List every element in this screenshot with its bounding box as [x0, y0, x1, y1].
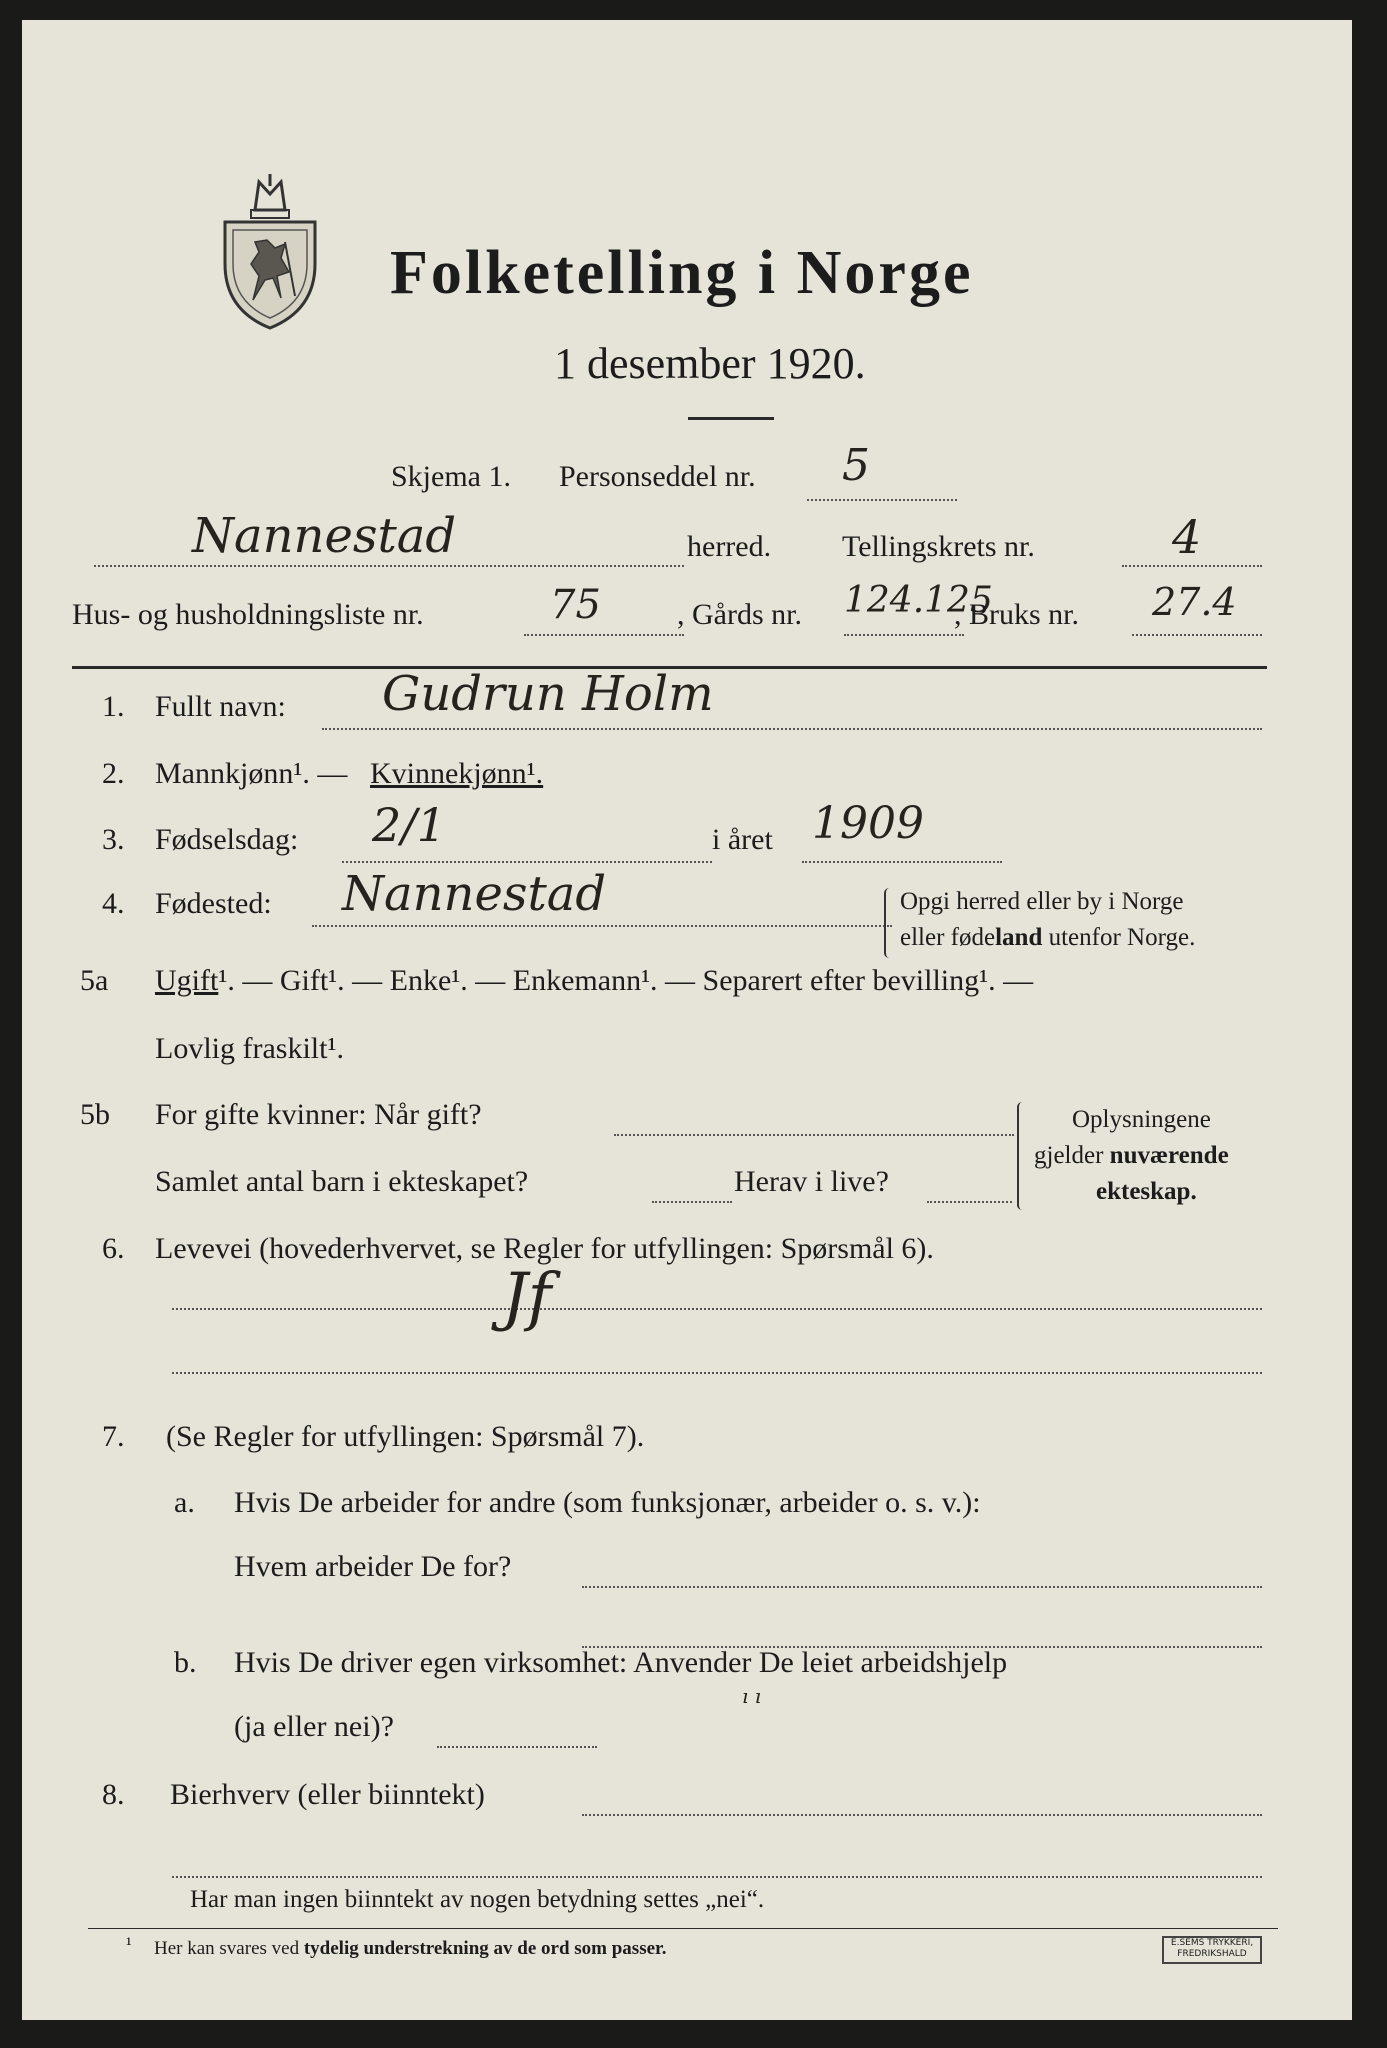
q3-year-label: i året: [712, 823, 773, 856]
q5a-number: 5a: [80, 964, 109, 997]
q4-value[interactable]: Nannestad: [342, 866, 607, 922]
tellingskrets-value[interactable]: 4: [1172, 510, 1202, 564]
q7b-letter: b.: [174, 1646, 197, 1679]
q6-number: 6.: [102, 1232, 125, 1265]
bruks-value[interactable]: 27.4: [1152, 580, 1237, 624]
q2-label-female[interactable]: Kvinnekjønn¹.: [370, 757, 544, 790]
q3-value[interactable]: 2/1: [372, 798, 447, 852]
q6-value[interactable]: Jf: [502, 1260, 552, 1334]
q5b-line2a-dots: [652, 1201, 732, 1203]
q6-label: Levevei (hovederhvervet, se Regler for utfyllingen: Spørsmål 6).: [155, 1232, 934, 1265]
q7b-line1: Hvis De driver egen virksomhet: Anvender De leiet arbeidshjelp: [234, 1646, 1008, 1679]
tellingskrets-label: Tellingskrets nr.: [842, 530, 1035, 563]
q5b-number: 5b: [80, 1098, 110, 1131]
q8-label: Bierhverv (eller biinntekt): [170, 1778, 485, 1811]
bruks-line: [1132, 634, 1262, 636]
q7b-line2: (ja eller nei)?: [234, 1710, 394, 1743]
title-divider: [688, 417, 774, 420]
footnote-text: Her kan svares ved tydelig understrekning av de ord som passer.: [154, 1938, 667, 1959]
herred-value[interactable]: Nannestad: [192, 508, 457, 564]
q6-line1: [172, 1308, 1262, 1310]
form-title: Folketelling i Norge: [390, 239, 974, 307]
q8-number: 8.: [102, 1778, 125, 1811]
q7a-line1: Hvis De arbeider for andre (som funksjonær, arbeider o. s. v.):: [234, 1486, 981, 1519]
q3-line: [342, 861, 712, 863]
q7b-mark: ı ı: [742, 1684, 762, 1708]
q5b-note-line1: Oplysningene: [1072, 1106, 1211, 1133]
q7-label: (Se Regler for utfyllingen: Spørsmål 7).: [166, 1420, 645, 1453]
tellingskrets-line: [1122, 565, 1262, 567]
personseddel-line: [807, 499, 957, 501]
footer-note: Har man ingen biinntekt av nogen betydning settes „nei“.: [190, 1886, 765, 1913]
q4-brace: [884, 888, 894, 958]
q3-year-value[interactable]: 1909: [812, 798, 924, 849]
q5b-note-line3: ekteskap.: [1096, 1178, 1197, 1205]
q5a-line1: Ugift¹. — Gift¹. — Enke¹. — Enkemann¹. — Separert efter bevilling¹. —: [155, 964, 1034, 997]
census-date: 1 desember 1920.: [554, 339, 866, 388]
printer-stamp: E.SEMS TRYKKERI, FREDRIKSHALD: [1162, 1936, 1262, 1964]
q2-number: 2.: [102, 757, 125, 790]
q5b-line2b-dots: [927, 1201, 1012, 1203]
herred-line: [94, 565, 684, 567]
q1-label: Fullt navn:: [155, 690, 286, 723]
gards-label: , Gårds nr.: [677, 598, 802, 631]
q4-number: 4.: [102, 887, 125, 920]
q1-value[interactable]: Gudrun Holm: [382, 666, 714, 722]
census-form: [22, 20, 1352, 2020]
q5b-note-line2: gjelder nuværende: [1034, 1142, 1229, 1169]
bruks-label: , Bruks nr.: [954, 598, 1080, 631]
q7a-line2-dots: [582, 1586, 1262, 1588]
q8-line1: [582, 1814, 1262, 1816]
gards-line: [844, 634, 964, 636]
q1-line: [322, 728, 1262, 730]
q4-line: [312, 925, 892, 927]
q7b-line2-dots: [437, 1746, 597, 1748]
q6-line2: [172, 1372, 1262, 1374]
q5b-line1: For gifte kvinner: Når gift?: [155, 1098, 482, 1131]
q7-number: 7.: [102, 1420, 125, 1453]
husliste-line: [524, 634, 684, 636]
q8-line2: [172, 1876, 1262, 1878]
q1-number: 1.: [102, 690, 125, 723]
q7a-letter: a.: [174, 1486, 195, 1519]
footer-rule: [88, 1928, 1278, 1929]
q2-label-male: Mannkjønn¹. —: [155, 757, 348, 790]
personseddel-value[interactable]: 5: [842, 440, 870, 491]
q5b-line2b: Herav i live?: [734, 1165, 889, 1198]
husliste-label: Hus- og husholdningsliste nr.: [72, 598, 424, 631]
q5a-line2: Lovlig fraskilt¹.: [155, 1032, 344, 1065]
gards-value[interactable]: 124.125: [844, 580, 993, 621]
q5a-option-ugift[interactable]: Ugift: [155, 964, 219, 997]
q3-number: 3.: [102, 823, 125, 856]
q5b-line1-dots: [614, 1134, 1014, 1136]
q4-note-line1: Opgi herred eller by i Norge: [900, 888, 1184, 915]
husliste-value[interactable]: 75: [550, 582, 601, 628]
skjema-label: Skjema 1.: [391, 460, 511, 493]
coat-of-arms-icon: [215, 172, 325, 332]
q4-note-line2: eller fødeland utenfor Norge.: [900, 924, 1196, 951]
q3-year-line: [802, 861, 1002, 863]
q5b-brace: [1017, 1102, 1027, 1210]
personseddel-label: Personseddel nr.: [559, 460, 756, 493]
herred-label: herred.: [687, 530, 772, 563]
q3-label: Fødselsdag:: [155, 823, 299, 856]
footnote-number: ¹: [126, 1934, 132, 1955]
q4-label: Fødested:: [155, 887, 272, 920]
q5b-line2a: Samlet antal barn i ekteskapet?: [155, 1165, 529, 1198]
q7a-line2: Hvem arbeider De for?: [234, 1550, 512, 1583]
